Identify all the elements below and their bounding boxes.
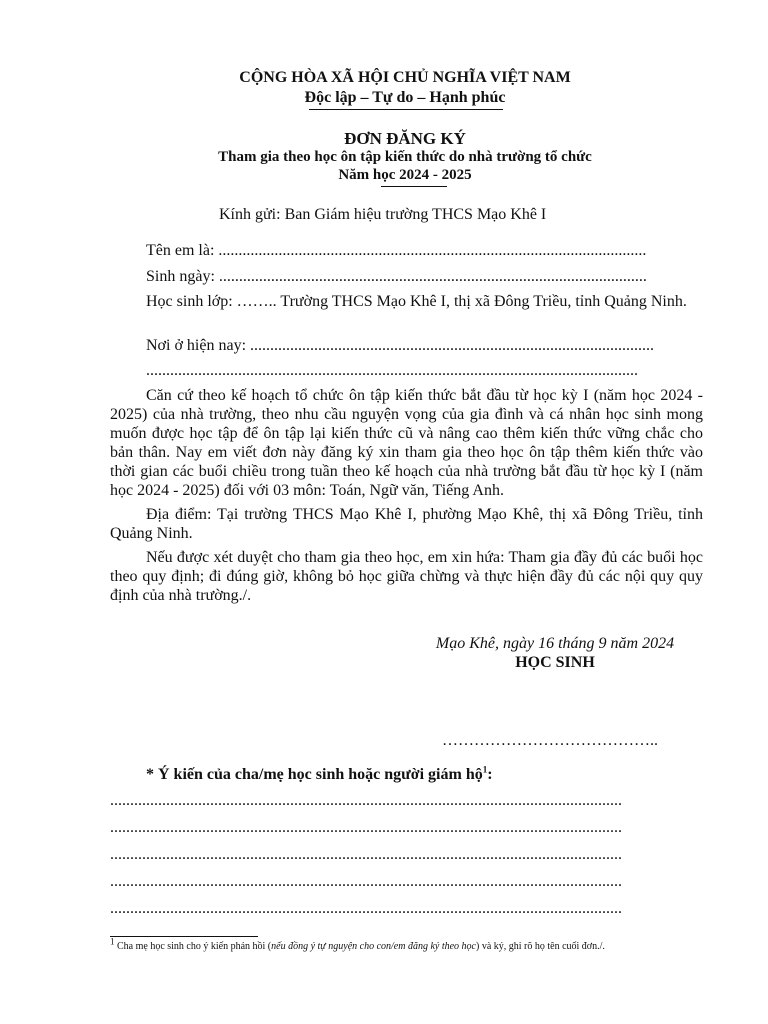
addressee: Kính gửi: Ban Giám hiệu trường THCS Mạo Khê I — [219, 206, 547, 223]
opinion-line: ................................................................................................................................ — [110, 900, 622, 917]
field-residence: Nơi ở hiện nay: ..................................................................................................... — [146, 337, 655, 354]
footnote-mark: 1 — [110, 936, 115, 947]
form-subtitle: Tham gia theo học ôn tập kiến thức do nhà trường tổ chức — [218, 149, 592, 165]
paragraph-commitment: Nếu được xét duyệt cho tham gia theo học, em xin hứa: Tham gia đầy đủ các buổi học theo quy định; đi đúng giờ, không bỏ học giữa chừng và thực hiện đầy đủ các nội quy quy định của nhà trường./. — [110, 549, 703, 604]
parent-opinion-heading — [146, 765, 493, 784]
opinion-line: ................................................................................................................................ — [110, 873, 622, 890]
opinion-line: ................................................................................................................................ — [110, 792, 622, 809]
footnote-text-a: Cha mẹ học sinh cho ý kiến phản hồi ( — [114, 941, 272, 952]
parent-opinion-colon: : — [487, 766, 493, 783]
opinion-line: ................................................................................................................................ — [110, 846, 622, 863]
paragraph-location: Địa điểm: Tại trường THCS Mạo Khê I, phường Mạo Khê, thị xã Đông Triều, tỉnh Quảng Ninh. — [110, 506, 703, 542]
footnote-text-b: ) và ký, ghi rõ họ tên cuối đơn./. — [475, 941, 605, 952]
footnote — [110, 936, 710, 953]
field-residence-continued: ........................................................................................................................... — [146, 362, 638, 379]
field-name: Tên em là: ........................................................................................................... — [146, 242, 647, 259]
field-dob: Sinh ngày: ........................................................................................................... — [146, 268, 647, 285]
field-class: Học sinh lớp: …….. Trường THCS Mạo Khê I, thị xã Đông Triều, tỉnh Quảng Ninh. — [146, 293, 687, 310]
signer-role: HỌC SINH — [515, 654, 595, 671]
school-year: Năm học 2024 - 2025 — [338, 167, 472, 183]
footnote-separator — [110, 936, 258, 937]
national-title: CỘNG HÒA XÃ HỘI CHỦ NGHĨA VIỆT NAM — [239, 69, 571, 86]
footnote-text-italic: nếu đồng ý tự nguyện cho con/em đăng ký theo học — [271, 941, 476, 952]
footnote-reference: 1 — [482, 764, 488, 775]
paragraph-basis: Căn cứ theo kế hoạch tổ chức ôn tập kiến thức bắt đầu từ học kỳ I (năm học 2024 - 2025) của nhà trường, theo nhu cầu nguyện vọng của gia đình và cá nhân học sinh mong muốn được học tập để ôn tập lại kiến thức cũ và nâng cao thêm kiến thức vững chắc cho bản thân. Nay em viết đơn này đăng ký xin tham gia theo học ôn tập thêm kiến thức vào thời gian các buổi chiều trong tuần theo kế hoạch của nhà trường bắt đầu từ học kỳ I (năm học 2024 - 2025) đối với 03 môn: Toán, Ngữ văn, Tiếng Anh. — [110, 387, 703, 499]
place-date: Mạo Khê, ngày 16 tháng 9 năm 2024 — [435, 635, 675, 652]
national-motto: Độc lập – Tự do – Hạnh phúc — [304, 89, 506, 106]
form-title: ĐƠN ĐĂNG KÝ — [344, 129, 466, 148]
signature-line: ………………………………….. — [442, 732, 658, 749]
parent-opinion-heading-text: * Ý kiến của cha/mẹ học sinh hoặc người giám hộ — [146, 766, 483, 783]
motto-underline — [309, 109, 503, 110]
year-underline — [381, 186, 447, 187]
opinion-line: ................................................................................................................................ — [110, 819, 622, 836]
